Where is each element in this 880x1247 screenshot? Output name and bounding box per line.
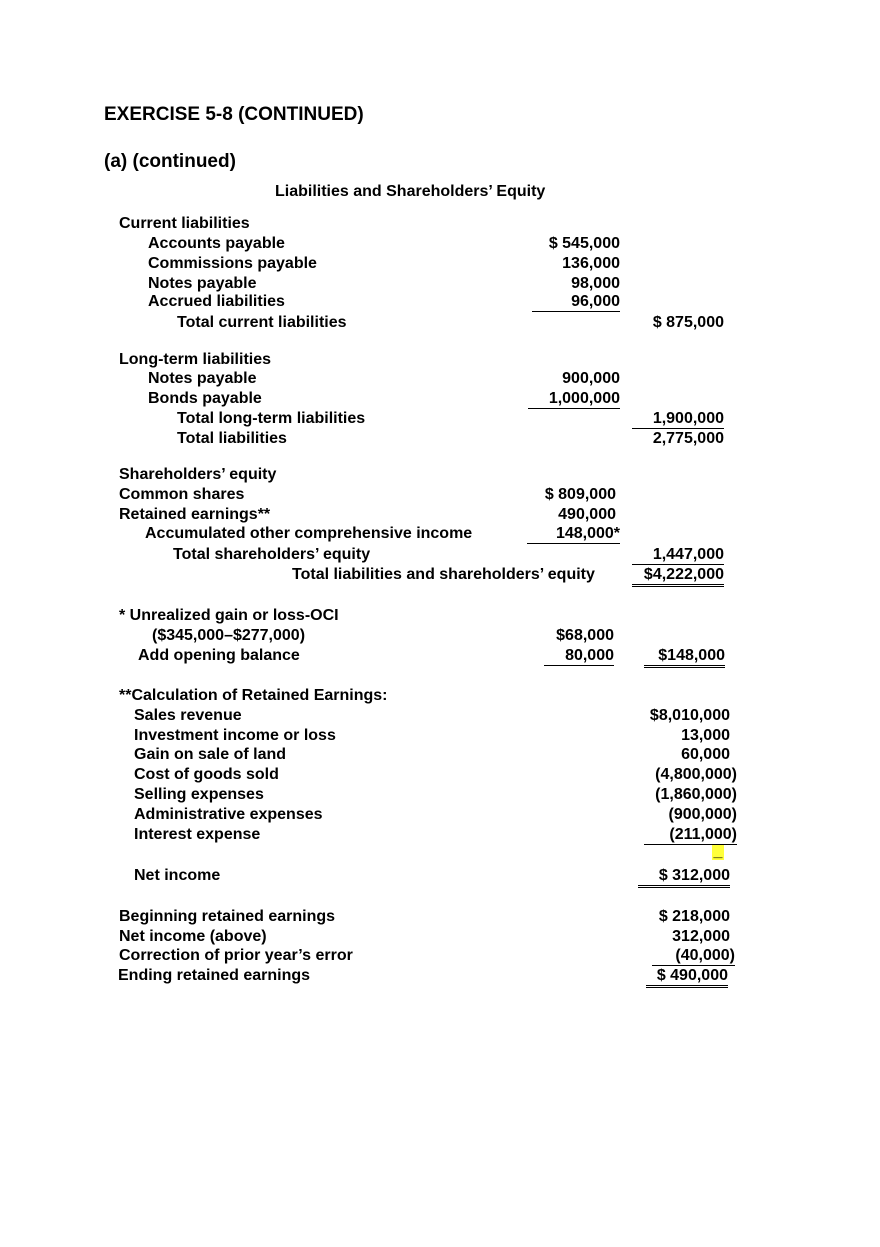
total-shareholders-equity-amount: 1,447,000	[632, 545, 724, 565]
line-label: Selling expenses	[134, 786, 264, 803]
line-amount: (1,860,000)	[655, 786, 737, 803]
line-label: Notes payable	[148, 275, 257, 292]
line-label: Correction of prior year’s error	[119, 947, 353, 964]
oci-opening-label: Add opening balance	[138, 647, 300, 664]
line-label: Accrued liabilities	[148, 293, 285, 310]
exercise-heading: EXERCISE 5-8 (CONTINUED)	[104, 104, 364, 125]
line-amount: 98,000	[571, 275, 620, 292]
line-label: Beginning retained earnings	[119, 908, 336, 925]
line-amount: 900,000	[562, 370, 620, 387]
net-income-amount: $ 312,000	[638, 866, 730, 888]
line-label: Cost of goods sold	[134, 766, 279, 783]
line-label: Gain on sale of land	[134, 746, 287, 763]
line-amount: 1,000,000	[528, 389, 620, 409]
total-liabilities-label: Total liabilities	[177, 430, 287, 447]
total-liabilities-and-equity-label: Total liabilities and shareholders’ equity	[292, 566, 595, 583]
oci-opening-amount: 80,000	[544, 646, 614, 666]
line-label: Accounts payable	[148, 235, 285, 252]
oci-calc-amount: $68,000	[556, 627, 614, 644]
line-amount: 490,000	[558, 506, 616, 523]
total-current-liabilities-label: Total current liabilities	[177, 314, 347, 331]
line-amount: 312,000	[672, 928, 730, 945]
line-amount: $ 218,000	[658, 908, 730, 925]
ending-retained-earnings-amount: $ 490,000	[646, 966, 728, 988]
shareholders-equity-heading: Shareholders’ equity	[119, 466, 277, 483]
line-label: Common shares	[119, 486, 245, 503]
line-amount: (4,800,000)	[655, 766, 737, 783]
total-shareholders-equity-label: Total shareholders’ equity	[173, 546, 371, 563]
line-amount: 13,000	[681, 727, 730, 744]
total-liabilities-amount: 2,775,000	[652, 430, 724, 447]
section-title: Liabilities and Shareholders’ Equity	[275, 183, 546, 200]
line-amount: $ 809,000	[544, 486, 616, 503]
part-subheading: (a) (continued)	[104, 151, 236, 172]
oci-calc-label: ($345,000–$277,000)	[152, 627, 306, 644]
line-label: Administrative expenses	[134, 806, 323, 823]
line-label: Interest expense	[134, 826, 261, 843]
line-amount: $ 545,000	[548, 235, 620, 252]
long-term-liabilities-heading: Long-term liabilities	[119, 351, 272, 368]
line-amount: (211,000)	[644, 825, 737, 845]
total-long-term-liabilities-amount: 1,900,000	[632, 409, 724, 429]
line-amount: 148,000*	[527, 524, 620, 544]
ending-retained-earnings-label: Ending retained earnings	[118, 967, 311, 984]
total-long-term-liabilities-label: Total long-term liabilities	[177, 410, 366, 427]
line-amount: $8,010,000	[649, 707, 730, 724]
total-current-liabilities-amount: $ 875,000	[652, 314, 724, 331]
line-label: Bonds payable	[148, 390, 262, 407]
line-amount: 60,000	[681, 746, 730, 763]
oci-note-heading: * Unrealized gain or loss-OCI	[119, 607, 339, 624]
line-amount: (900,000)	[668, 806, 737, 823]
line-amount: 136,000	[562, 255, 620, 272]
line-amount: 96,000	[532, 292, 620, 312]
net-income-label: Net income	[134, 867, 221, 884]
total-liabilities-and-equity-amount: $4,222,000	[632, 565, 724, 587]
oci-total-amount: $148,000	[644, 646, 725, 668]
highlight-mark: _	[713, 843, 723, 860]
line-label: Notes payable	[148, 370, 257, 387]
line-label: Sales revenue	[134, 707, 242, 724]
retained-earnings-calc-heading: **Calculation of Retained Earnings:	[119, 687, 388, 704]
line-label: Net income (above)	[119, 928, 267, 945]
line-amount: (40,000)	[652, 946, 735, 966]
line-label: Retained earnings**	[119, 506, 271, 523]
line-label: Commissions payable	[148, 255, 317, 272]
current-liabilities-heading: Current liabilities	[119, 215, 250, 232]
line-label: Investment income or loss	[134, 727, 336, 744]
line-label: Accumulated other comprehensive income	[145, 525, 473, 542]
